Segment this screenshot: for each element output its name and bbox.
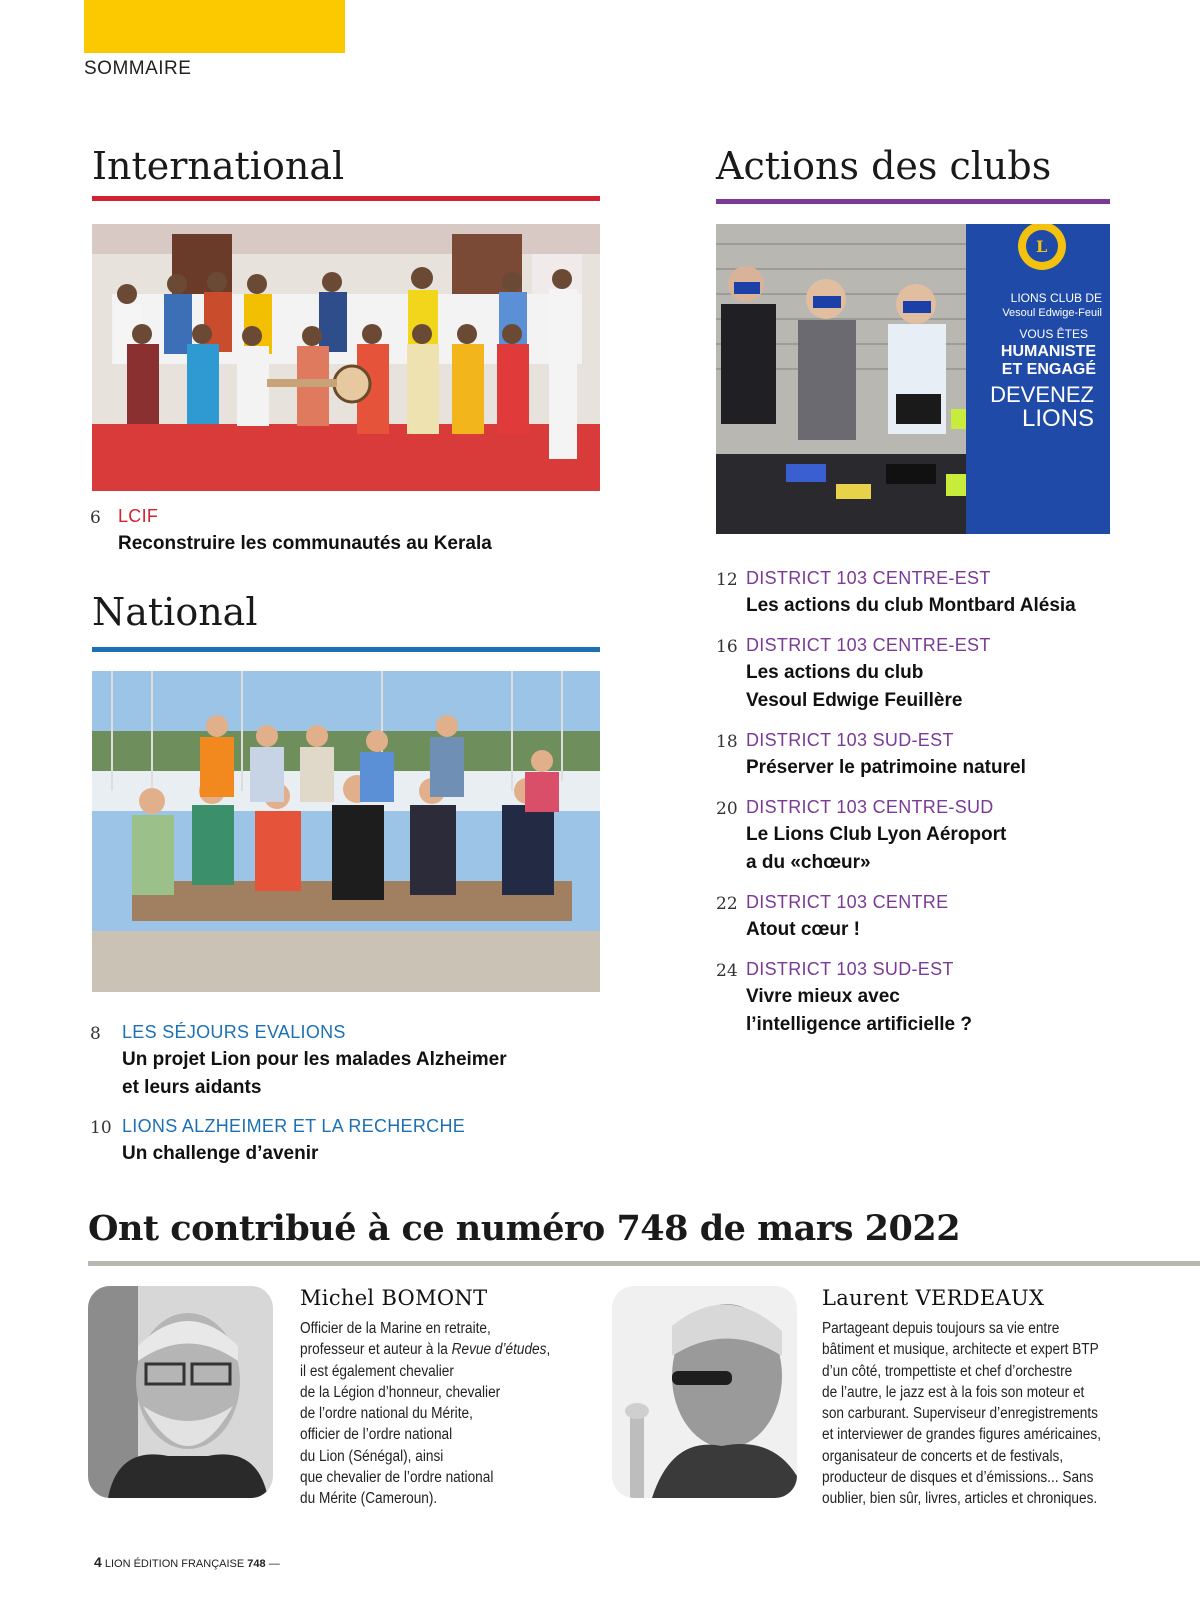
entry-category: DISTRICT 103 CENTRE-EST	[746, 635, 991, 655]
page-number: 16	[716, 637, 738, 657]
contributor-bio-2: Partageant depuis toujours sa vie entre bâtiment et musique, architecte et expert BTP d’un côté, trompettiste et chef d’orchestre de l’autre, le jazz est à la fois son moteur et son carburant. Superviseur d’enregistrements et interviewer de grandes figures américaines, organisateur de concerts et de festivals, producteur de disques et d’émissions... Sans oublier, bien sûr, livres, articles et chroniques.	[822, 1320, 1102, 1508]
contributor-bio-1: Officier de la Marine en retraite, professeur et auteur à la Revue d’études, il est également chevalier de la Légion d’honneur, chevalier de l’ordre national du Mérite, officier de l’ordre national du Lion (Sénégal), ainsi que chevalier de l’ordre national du Mérite (Cameroun).	[300, 1320, 551, 1508]
banner-line3: ET ENGAGÉ	[1001, 361, 1096, 378]
entry-title-line-1: Le Lions Club Lyon Aéroport	[746, 824, 1007, 845]
last-name: BOMONT	[381, 1286, 488, 1310]
national-heading: National	[92, 590, 258, 634]
page-number: 24	[716, 961, 738, 981]
entry-title: Reconstruire les communautés au Kerala	[118, 533, 492, 554]
toc-entry-page-16[interactable]	[716, 635, 1136, 721]
portrait-laurent-verdeaux	[612, 1286, 797, 1498]
footer-page-number: 4	[94, 1554, 102, 1570]
bio-italic: Revue d’études	[451, 1341, 547, 1359]
banner-line1: VOUS ÊTES	[1019, 327, 1088, 341]
entry-title-line-2: et leurs aidants	[122, 1077, 262, 1098]
entry-title-line-2: a du «chœur»	[746, 852, 871, 873]
entry-title-line-1: Vivre mieux avec	[746, 986, 900, 1007]
entry-category: DISTRICT 103 SUD-EST	[746, 730, 954, 750]
toc-entry-page-10[interactable]	[90, 1116, 610, 1176]
international-rule	[92, 196, 600, 201]
page-number: 6	[90, 508, 101, 528]
first-name: Michel	[300, 1286, 375, 1310]
toc-entry-page-6[interactable]	[90, 506, 610, 566]
international-heading: International	[92, 144, 345, 188]
page-number: 10	[90, 1118, 112, 1138]
toc-entry-page-20[interactable]	[716, 797, 1136, 883]
entry-title-line-2: Vesoul Edwige Feuillère	[746, 690, 963, 711]
toc-entry-page-8[interactable]	[90, 1022, 610, 1108]
entry-title-line-2: l’intelligence artificielle ?	[746, 1014, 972, 1035]
first-name: Laurent	[822, 1286, 909, 1310]
last-name: VERDEAUX	[915, 1286, 1045, 1310]
entry-title: Préserver le patrimoine naturel	[746, 757, 1026, 778]
contributor-name-1	[300, 1286, 487, 1310]
lions-stand-photo[interactable]	[716, 224, 1110, 534]
footer-issue: 748	[247, 1558, 266, 1570]
entry-title: Un challenge d’avenir	[122, 1143, 319, 1164]
group-photo-harbour[interactable]	[92, 671, 600, 992]
page-number: 22	[716, 894, 738, 914]
toc-entry-page-22[interactable]	[716, 892, 1136, 952]
banner-line4: DEVENEZ	[990, 382, 1094, 407]
national-rule	[92, 647, 600, 652]
footer-dash: —	[268, 1558, 280, 1570]
banner-line5: LIONS	[1021, 405, 1094, 432]
page-footer	[94, 1554, 280, 1570]
entry-category: LIONS ALZHEIMER ET LA RECHERCHE	[122, 1116, 466, 1136]
entry-category: DISTRICT 103 CENTRE-SUD	[746, 797, 994, 817]
entry-category: DISTRICT 103 CENTRE-EST	[746, 568, 991, 588]
page-number: 8	[90, 1024, 101, 1044]
toc-entry-page-24[interactable]	[716, 959, 1136, 1045]
footer-publication: LION ÉDITION FRANÇAISE	[104, 1558, 245, 1570]
entry-category: DISTRICT 103 CENTRE	[746, 892, 949, 912]
banner-club2: Vesoul Edwige-Feuil	[1002, 307, 1102, 319]
entry-title-line-1: Les actions du club	[746, 662, 924, 683]
page-number: 12	[716, 570, 738, 590]
entry-category: LCIF	[118, 506, 159, 526]
entry-category: LES SÉJOURS EVALIONS	[122, 1022, 346, 1042]
toc-entry-page-12[interactable]	[716, 568, 1136, 628]
entry-title: Atout cœur !	[746, 919, 860, 940]
contributors-heading: Ont contribué à ce numéro 748 de mars 2022	[88, 1208, 961, 1249]
entry-title-line-1: Un projet Lion pour les malades Alzheimer	[122, 1049, 507, 1070]
clubs-rule	[716, 199, 1110, 204]
group-photo-kerala[interactable]	[92, 224, 600, 491]
clubs-heading: Actions des clubs	[716, 144, 1052, 188]
banner-line2: HUMANISTE	[1000, 343, 1096, 360]
toc-entry-page-18[interactable]	[716, 730, 1136, 790]
entry-category: DISTRICT 103 SUD-EST	[746, 959, 954, 979]
svg-text:L: L	[1036, 237, 1048, 256]
page-number: 20	[716, 799, 738, 819]
contributors-rule	[88, 1261, 1200, 1266]
section-label: SOMMAIRE	[84, 58, 192, 79]
portrait-michel-bomont	[88, 1286, 273, 1498]
entry-title: Les actions du club Montbard Alésia	[746, 595, 1076, 616]
header-color-tab	[84, 0, 345, 53]
page-number: 18	[716, 732, 738, 752]
contributor-name-2	[822, 1286, 1044, 1310]
banner-club: LIONS CLUB DE	[1010, 291, 1102, 305]
